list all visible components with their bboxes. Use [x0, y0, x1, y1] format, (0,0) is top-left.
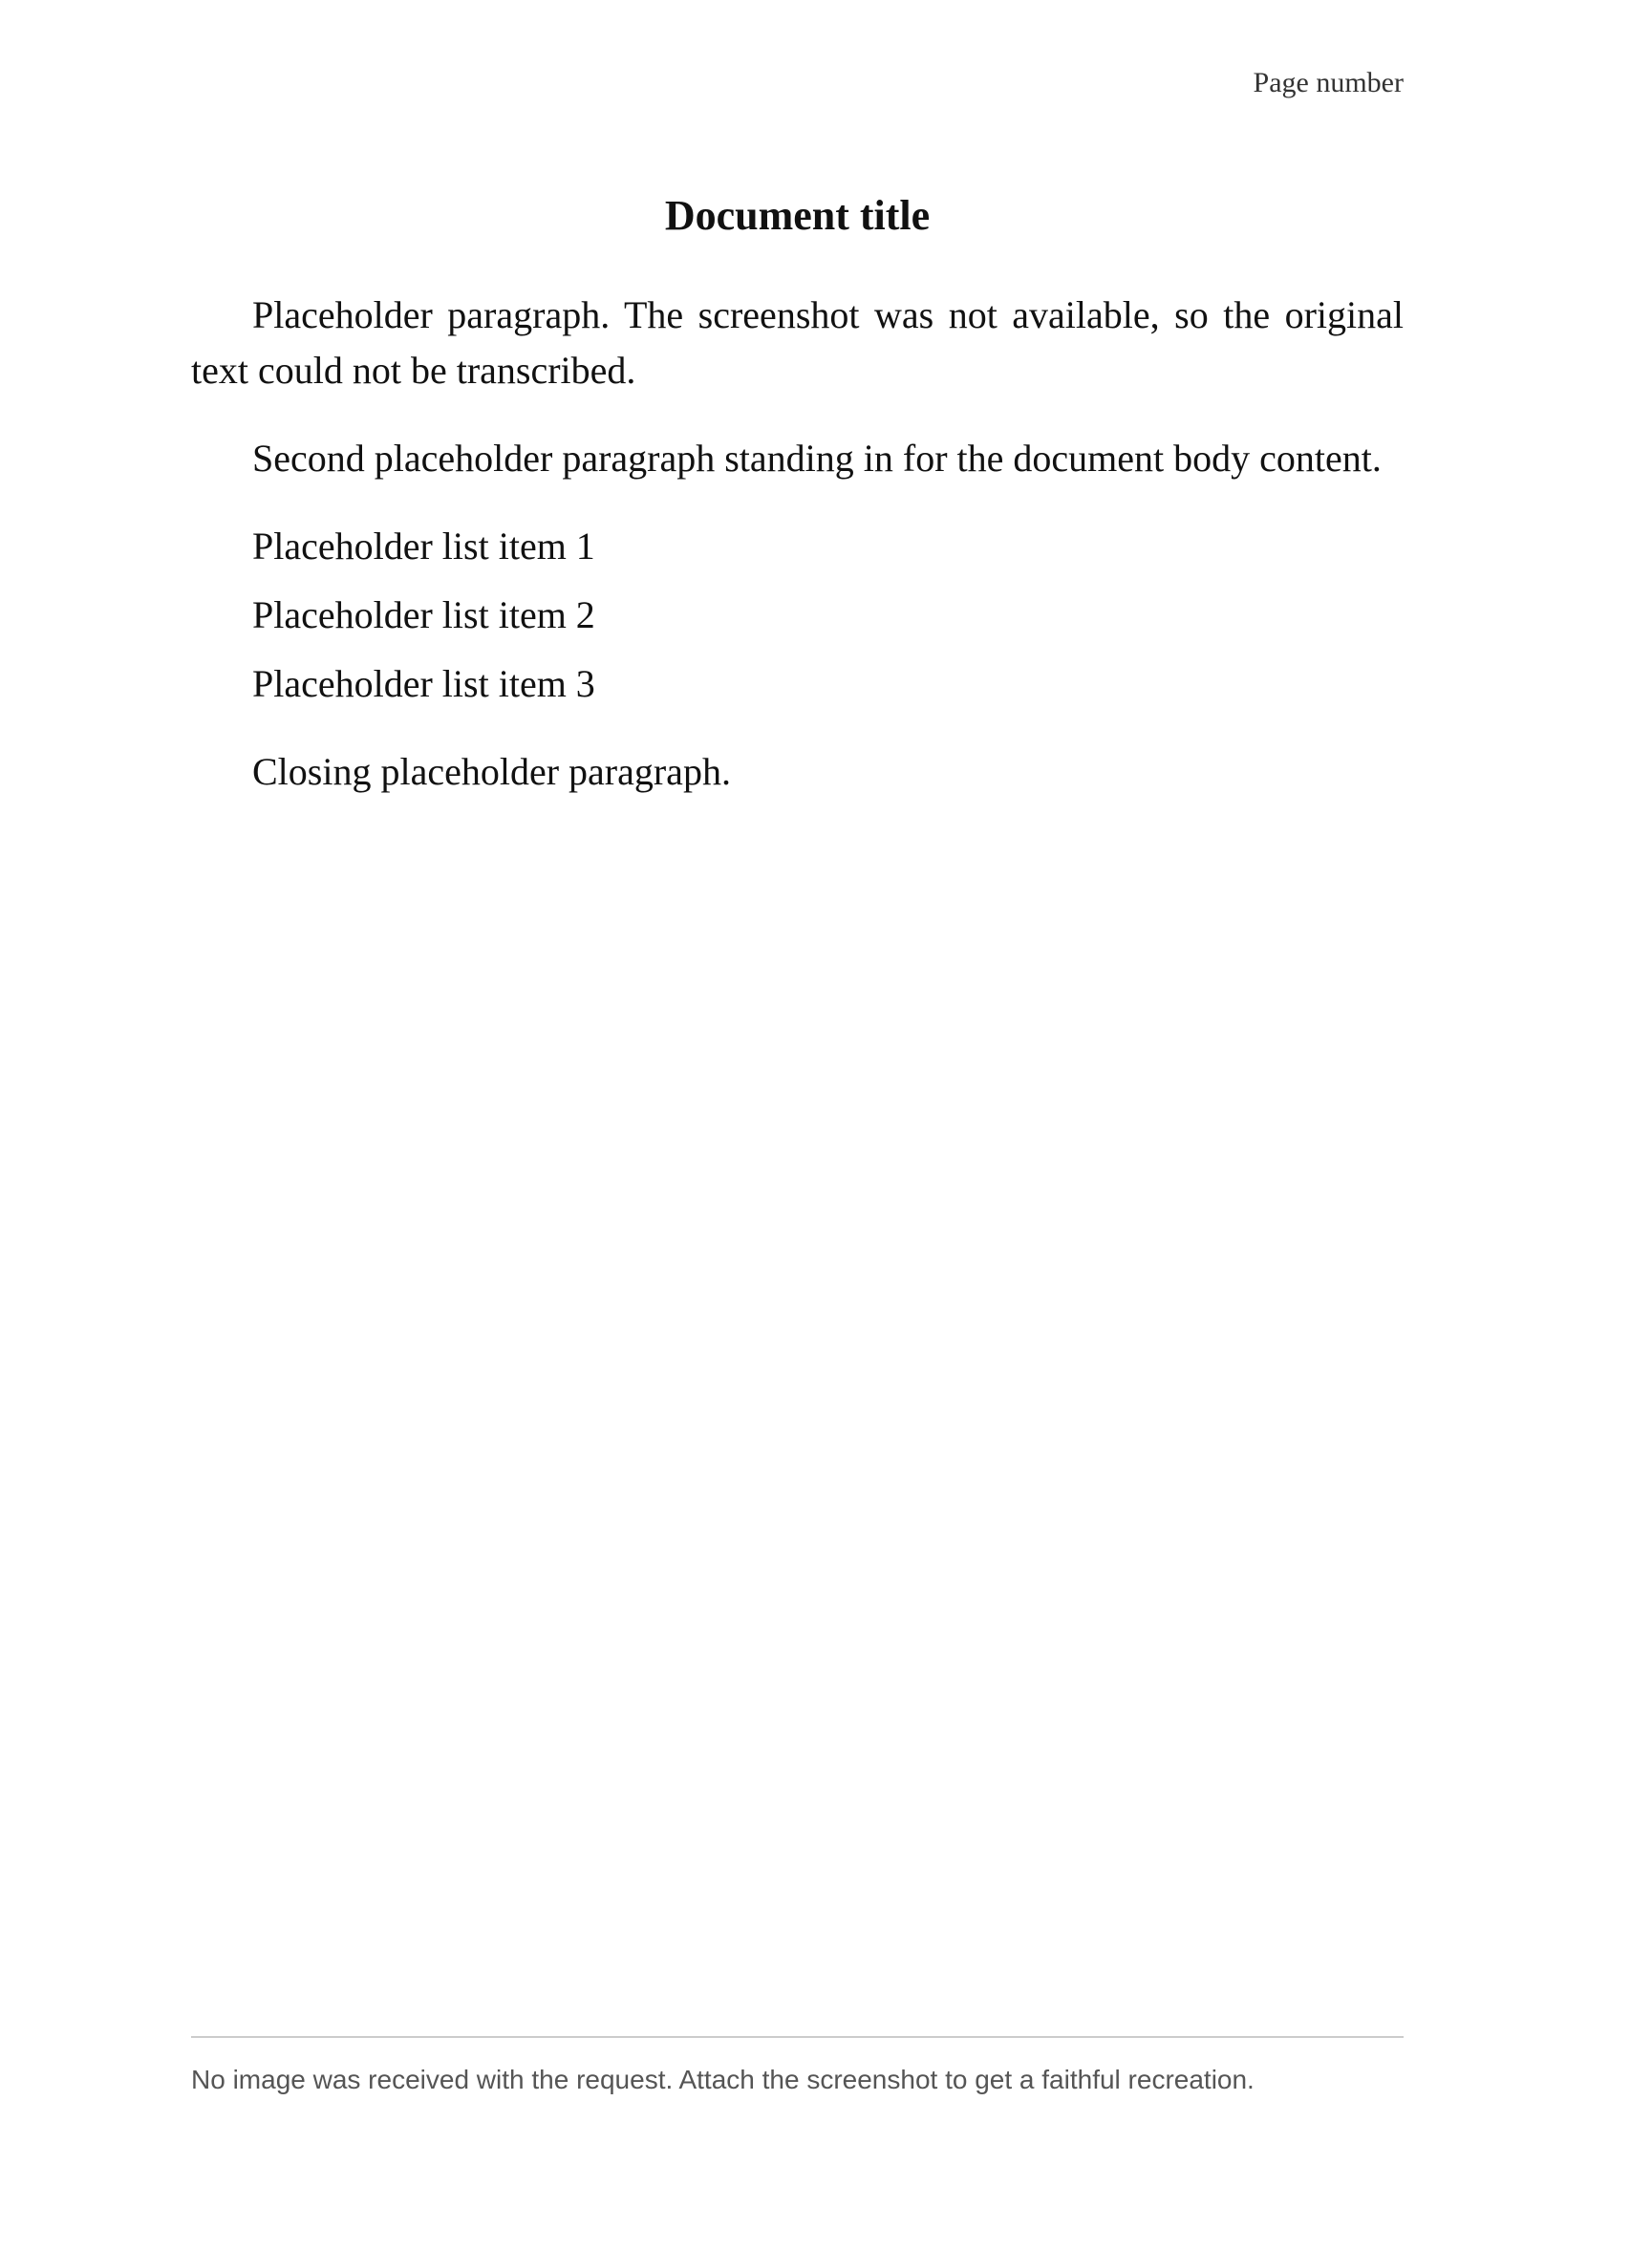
list-item: Placeholder list item 3 [252, 662, 595, 705]
body-paragraph: Placeholder paragraph. The screenshot was not available, so the original text could not be transcribed. [191, 293, 1404, 392]
closing-paragraph: Closing placeholder paragraph. [252, 750, 731, 793]
list-item: Placeholder list item 1 [252, 525, 595, 568]
list-item: Placeholder list item 2 [252, 593, 595, 636]
document-title: Document title [664, 192, 931, 239]
page-number: Page number [1253, 67, 1404, 98]
bullet-list [191, 519, 1404, 712]
missing-image-note: No image was received with the request. Attach the screenshot to get a faithful recreation. [191, 2036, 1404, 2098]
body-paragraph: Second placeholder paragraph standing in for the document body content. [252, 437, 1382, 480]
